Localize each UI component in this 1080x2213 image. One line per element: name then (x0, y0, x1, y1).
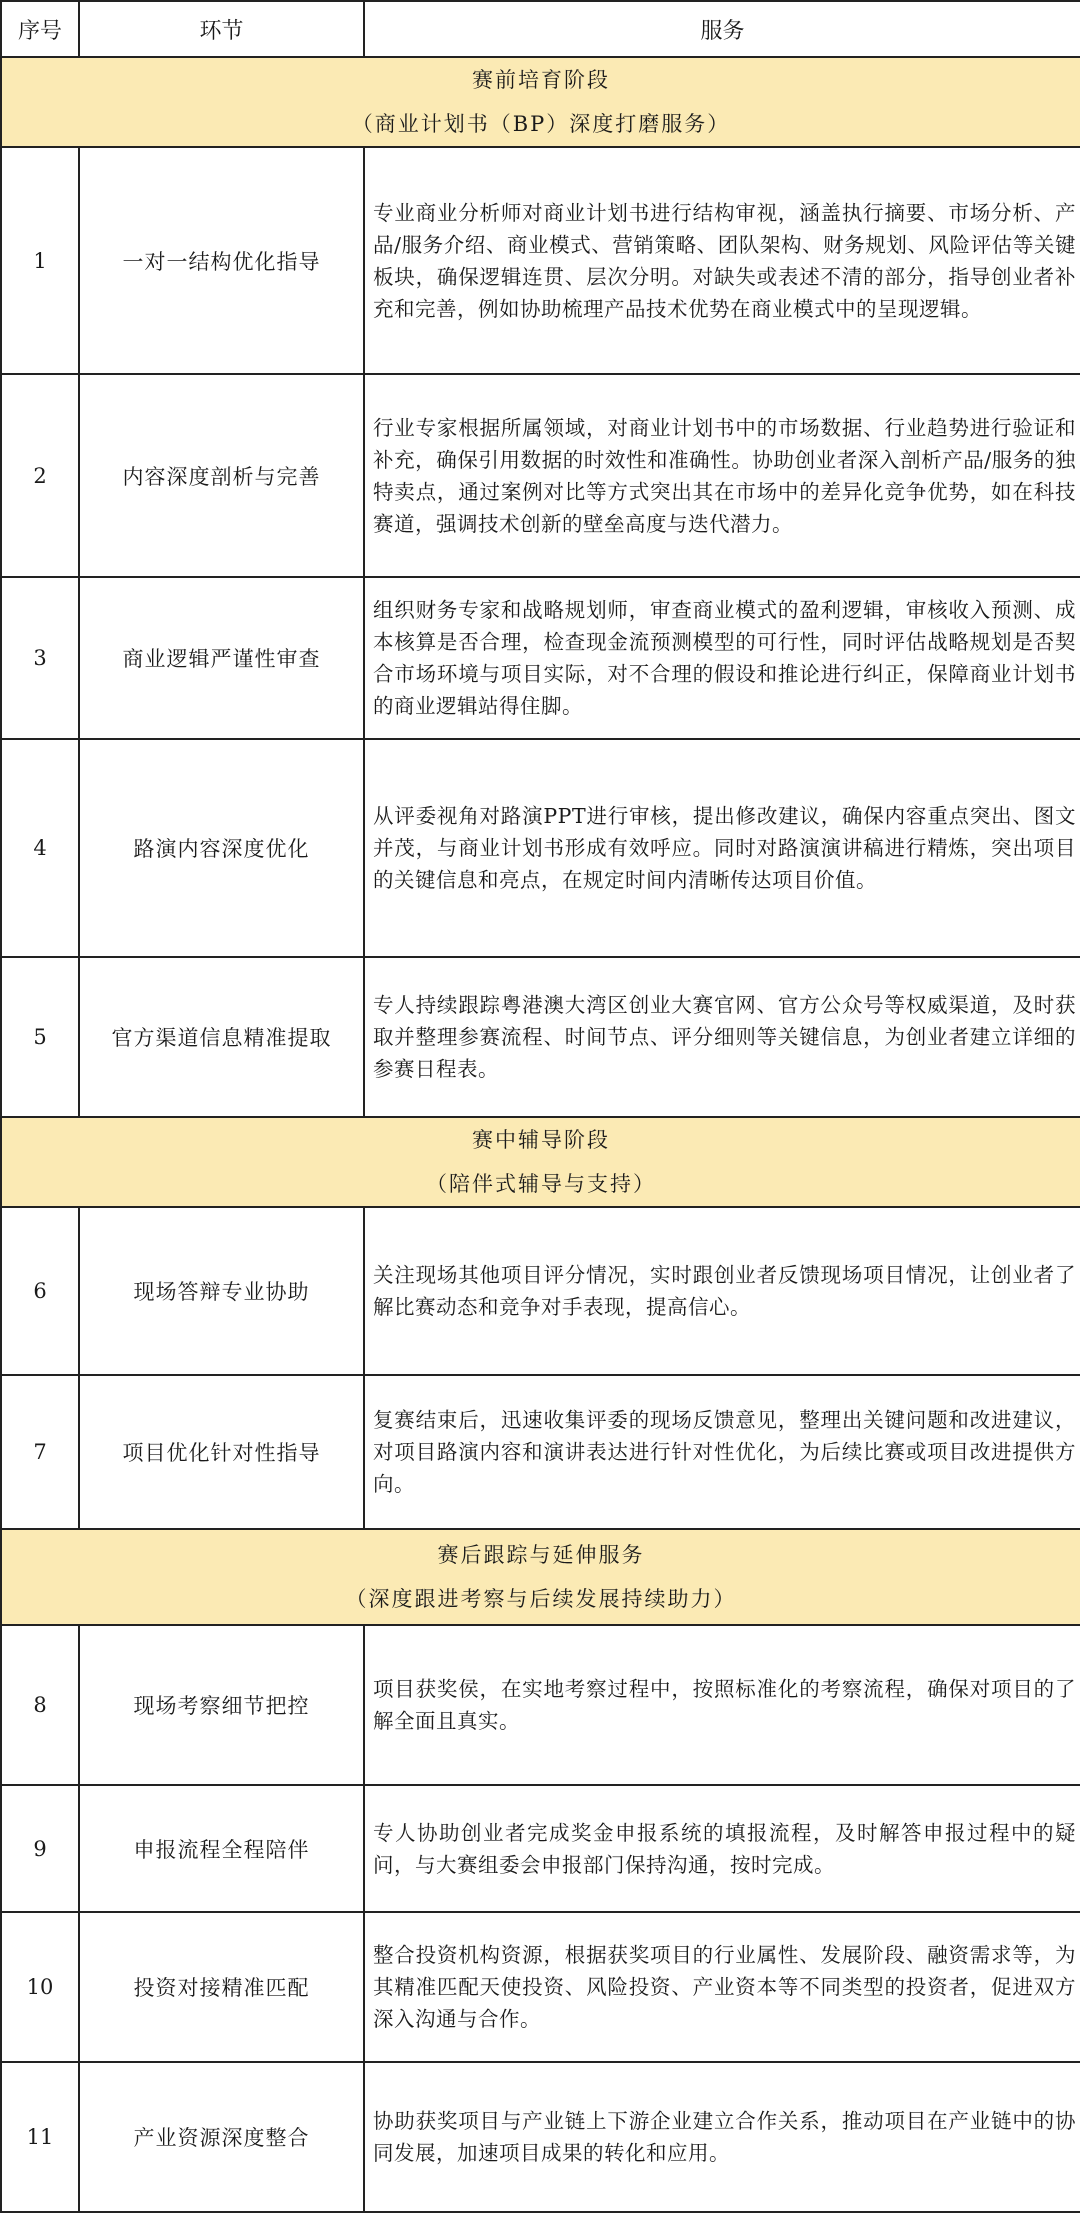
row-index: 10 (1, 1912, 79, 2062)
row-step: 现场考察细节把控 (79, 1625, 364, 1785)
row-step: 现场答辩专业协助 (79, 1207, 364, 1375)
row-service: 项目获奖侯，在实地考察过程中，按照标准化的考察流程，确保对项目的了解全面且真实。 (364, 1625, 1080, 1785)
row-index: 8 (1, 1625, 79, 1785)
row-index: 1 (1, 147, 79, 374)
stage-title: 赛前培育阶段 (472, 68, 610, 92)
row-index: 5 (1, 957, 79, 1117)
table-row (1, 957, 1080, 1117)
header-step: 环节 (79, 1, 364, 57)
row-service: 关注现场其他项目评分情况，实时跟创业者反馈现场项目情况，让创业者了解比赛动态和竞争对手表现，提高信心。 (364, 1207, 1080, 1375)
row-index: 2 (1, 374, 79, 577)
row-step: 申报流程全程陪伴 (79, 1785, 364, 1912)
row-index: 11 (1, 2062, 79, 2212)
row-service: 整合投资机构资源，根据获奖项目的行业属性、发展阶段、融资需求等，为其精准匹配天使投资、风险投资、产业资本等不同类型的投资者，促进双方深入沟通与合作。 (364, 1912, 1080, 2062)
row-service: 协助获奖项目与产业链上下游企业建立合作关系，推动项目在产业链中的协同发展，加速项目成果的转化和应用。 (364, 2062, 1080, 2212)
stage-cell (1, 1529, 1080, 1625)
row-service: 行业专家根据所属领域，对商业计划书中的市场数据、行业趋势进行验证和补充，确保引用数据的时效性和准确性。协助创业者深入剖析产品/服务的独特卖点，通过案例对比等方式突出其在市场中的差异化竞争优势，如在科技赛道，强调技术创新的壁垒高度与迭代潜力。 (364, 374, 1080, 577)
stage-row (1, 1117, 1080, 1207)
row-index: 9 (1, 1785, 79, 1912)
row-service: 专人持续跟踪粤港澳大湾区创业大赛官网、官方公众号等权威渠道，及时获取并整理参赛流程、时间节点、评分细则等关键信息，为创业者建立详细的参赛日程表。 (364, 957, 1080, 1117)
row-service: 从评委视角对路演PPT进行审核，提出修改建议，确保内容重点突出、图文并茂，与商业计划书形成有效呼应。同时对路演演讲稿进行精炼，突出项目的关键信息和亮点，在规定时间内清晰传达项目价值。 (364, 739, 1080, 957)
row-service: 复赛结束后，迅速收集评委的现场反馈意见，整理出关键问题和改进建议，对项目路演内容和演讲表达进行针对性优化，为后续比赛或项目改进提供方向。 (364, 1375, 1080, 1529)
row-index: 3 (1, 577, 79, 739)
stage-subtitle: （陪伴式辅导与支持） (426, 1172, 656, 1196)
stage-title: 赛后跟踪与延伸服务 (437, 1543, 645, 1567)
row-step: 路演内容深度优化 (79, 739, 364, 957)
row-step: 投资对接精准匹配 (79, 1912, 364, 2062)
row-index: 6 (1, 1207, 79, 1375)
stage-subtitle: （商业计划书（BP）深度打磨服务） (351, 112, 731, 136)
stage-title: 赛中辅导阶段 (472, 1128, 610, 1152)
table-row (1, 1912, 1080, 2062)
row-service: 专人协助创业者完成奖金申报系统的填报流程，及时解答申报过程中的疑问，与大赛组委会申报部门保持沟通，按时完成。 (364, 1785, 1080, 1912)
row-service: 组织财务专家和战略规划师，审查商业模式的盈利逻辑，审核收入预测、成本核算是否合理，检查现金流预测模型的可行性，同时评估战略规划是否契合市场环境与项目实际，对不合理的假设和推论进行纠正，保障商业计划书的商业逻辑站得住脚。 (364, 577, 1080, 739)
stage-row (1, 1529, 1080, 1625)
row-step: 内容深度剖析与完善 (79, 374, 364, 577)
row-service: 专业商业分析师对商业计划书进行结构审视，涵盖执行摘要、市场分析、产品/服务介绍、商业模式、营销策略、团队架构、财务规划、风险评估等关键板块，确保逻辑连贯、层次分明。对缺失或表述不清的部分，指导创业者补充和完善，例如协助梳理产品技术优势在商业模式中的呈现逻辑。 (364, 147, 1080, 374)
table-row (1, 2062, 1080, 2212)
row-step: 官方渠道信息精准提取 (79, 957, 364, 1117)
table-header-row (1, 1, 1080, 57)
stage-row (1, 57, 1080, 147)
stage-subtitle: （深度跟进考察与后续发展持续助力） (345, 1587, 737, 1611)
row-step: 商业逻辑严谨性审查 (79, 577, 364, 739)
row-index: 7 (1, 1375, 79, 1529)
table-row (1, 1625, 1080, 1785)
header-index: 序号 (1, 1, 79, 57)
row-step: 项目优化针对性指导 (79, 1375, 364, 1529)
row-index: 4 (1, 739, 79, 957)
table-row (1, 147, 1080, 374)
header-service: 服务 (364, 1, 1080, 57)
table-row (1, 374, 1080, 577)
table-row (1, 1785, 1080, 1912)
table-row (1, 1207, 1080, 1375)
stage-cell (1, 1117, 1080, 1207)
row-step: 产业资源深度整合 (79, 2062, 364, 2212)
table-row (1, 739, 1080, 957)
table-row (1, 577, 1080, 739)
row-step: 一对一结构优化指导 (79, 147, 364, 374)
stage-cell (1, 57, 1080, 147)
table-row (1, 1375, 1080, 1529)
